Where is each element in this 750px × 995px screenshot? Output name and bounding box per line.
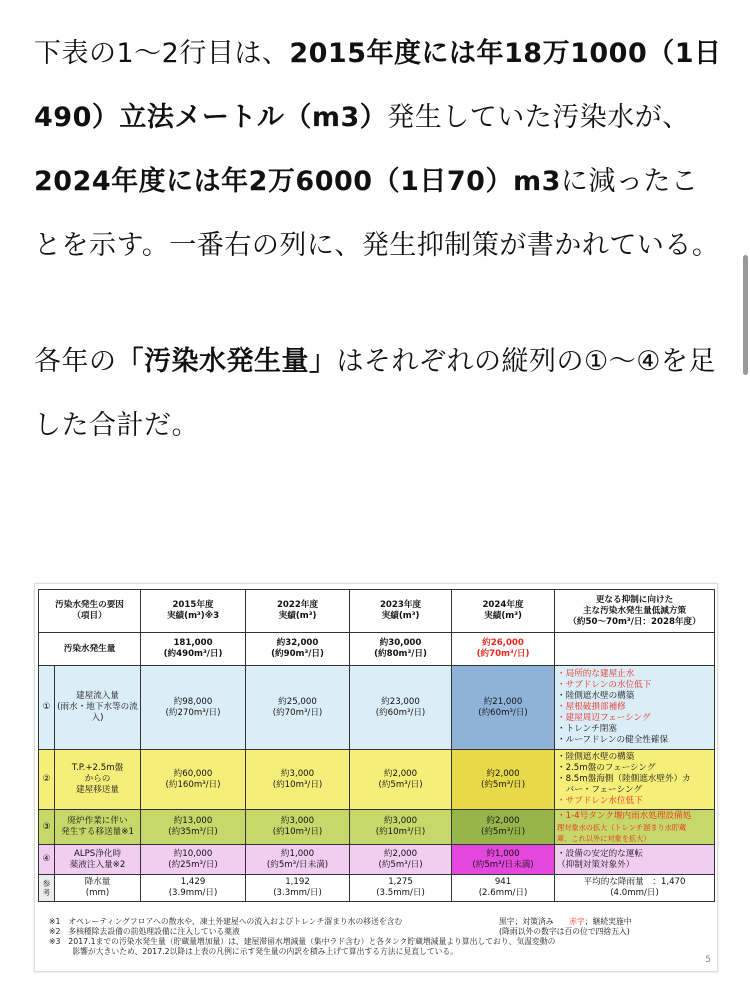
cell-value: (3.3mm/日) [273,888,322,898]
row-3-2023 [350,810,452,845]
bold-text-span: 「汚染水発生量」 [116,346,337,377]
row-number: 考 [42,888,51,897]
header-factor [39,590,141,633]
cell-value: 約3,000 [383,816,418,826]
row-1-2023 [350,666,452,750]
header-2015 [141,590,246,633]
table-row-2 [39,750,715,810]
cell-value: (約25m³/日) [168,859,218,870]
measure-item: ・トレンチ閉塞 [557,724,617,734]
cell-value: 181,000 [173,638,213,648]
cell-value: 約13,000 [173,816,213,826]
paragraph-2 [34,330,724,458]
header-2022 [246,590,350,633]
cell-value: 1,429 [180,877,206,887]
measure-item: ・建屋周辺フェーシング [557,713,651,723]
row-4-label [55,845,141,875]
row-label-text: ALPS浄化時 [73,848,122,859]
cell-value: 1,275 [388,877,413,887]
cell-value: (約60m³/日) [478,707,528,718]
total-2022 [246,633,350,666]
cell-value: (3.5mm/日) [376,888,425,898]
cell-value: (約160m³/日) [165,779,221,790]
cell-value: (4.0mm/日) [610,888,659,898]
cell-value: 約21,000 [483,696,523,707]
cell-value: 約98,000 [173,696,213,707]
row-4-2015 [141,845,246,875]
table-row-1 [39,666,715,750]
text-span: 発生していた汚染水が、 [387,102,690,133]
cell-value: 約1,000 [280,848,315,859]
cell-value: (3.9mm/日) [168,888,218,898]
row-3-measures [555,810,715,845]
row-2-2023 [350,750,452,810]
article-body [34,22,724,458]
cell-value: 約26,000 [482,638,524,648]
rain-plan [555,875,715,902]
cell-value: 941 [494,877,512,887]
cell-value: (約80m³/日) [374,649,427,659]
measure-item: ・サブドレンの水位低下 [557,680,652,690]
legend-rounding: (降雨以外の数字は百の位で四捨五入) [499,927,630,936]
row-label-text: (mm) [85,888,110,898]
cell-value: (約10m³/日) [272,827,323,837]
cell-value: (2.6mm/日) [478,888,528,898]
row-1-2022 [246,666,350,750]
measure-item: ・8.5m盤海側（陸側遮水壁外）カ [557,774,691,784]
header-text: 2015年度 [172,600,214,610]
measure-item: ・設備の安定的な運転 [557,848,643,859]
cell-value: 約23,000 [381,696,420,707]
cell-value: (約5m³/日未満) [266,859,329,870]
cell-value: (約5m³/日) [378,779,423,790]
text-span: 各年の [34,346,117,377]
measure-item: ・ルーフドレンの健全性確保 [557,735,669,745]
table-row-4 [39,845,715,875]
rain-2015 [141,875,246,902]
note-line: 影響が大きいため、2017.2以降は上表の凡例に示す発生量の内訳を積み上げて算出する方法に見直している。 [49,947,459,956]
table-header-row [39,590,715,633]
cell-value: 約32,000 [276,638,319,648]
text-span: はそれぞれの縦列の①～④を足した合計だ。 [34,346,716,441]
header-text: 更なる抑制に向けた [595,594,674,605]
header-text: 汚染水発生の要因 [55,600,124,610]
measure-item: ・1-4号タンク堰内雨水処理設備処 [557,810,692,821]
row-label-text: 建屋移送量 [76,785,119,795]
header-text: 2022年度 [276,600,319,610]
paragraph-1 [34,22,724,278]
header-text: 主な汚染水発生量低減方策 [582,605,687,616]
measure-item: バー・フェーシング [557,785,642,795]
row-3-label [55,810,141,845]
table-image [34,583,718,972]
cell-value: (約10m³/日) [375,827,426,837]
rain-2022 [246,875,350,902]
cell-value: (約5m³/日) [378,859,423,870]
scrollbar-thumb[interactable] [743,255,748,375]
row-3-2015 [141,810,246,845]
legend-black: 黒字；対策済み [499,917,554,926]
contaminated-water-table [38,589,715,902]
cell-value: 約25,000 [278,696,317,707]
cell-value: 約10,000 [173,848,213,859]
cell-value: 約2,000 [486,816,520,826]
cell-value: 約60,000 [173,768,213,779]
cell-value: 約3,000 [280,768,315,779]
cell-value: 1,192 [285,877,310,887]
page-number: 5 [705,955,711,965]
note-line: ※3 2017.1までの汚染水発生量（貯蔵量増加量）は、建屋滞留水増減量（集中ラド含む）と各タンク貯蔵増減量より算出しており、気温変動の [49,937,556,946]
row-label-text: 入) [91,713,104,723]
legend-red-desc: ；継続実施中 [584,917,632,926]
total-label: 汚染水発生量 [39,633,141,666]
cell-value: 約2,000 [383,848,418,859]
rain-2023 [350,875,452,902]
row-number: 参 [42,879,51,888]
row-4-measures [555,845,715,875]
row-number: ② [39,750,55,810]
cell-value: (約490m³/日) [163,649,223,659]
row-1-label [55,666,141,750]
measure-item: ・局所的な建屋止水 [557,669,635,679]
total-2024 [452,633,555,666]
note-line: ※2 多核種除去設備の前処理設備に注入している薬液 [49,927,240,936]
header-text: 実績(m³) [381,611,420,621]
row-label-text: 薬液注入量※2 [69,859,126,870]
table-row-total [39,633,715,666]
row-label-text: 建屋流入量 [76,691,119,701]
row-number: ① [39,666,55,750]
rain-num [39,875,55,902]
header-2023 [350,590,452,633]
bold-text-span: 2024年度には年2万6000（1日70）m3 [34,166,561,197]
row-label-text: 発生する移送量※1 [61,827,134,837]
row-2-2024 [452,750,555,810]
text-span: 下表の1～2行目は、 [34,38,290,69]
total-2015 [141,633,246,666]
cell-value: (約70m³/日) [272,707,323,718]
row-4-2022 [246,845,350,875]
cell-value: (約5m³/日) [480,779,526,790]
cell-value: (約90m³/日) [271,649,324,659]
row-1-2024 [452,666,555,750]
row-4-2024 [452,845,555,875]
cell-value: (約35m³/日) [168,827,218,837]
cell-value: 約3,000 [280,816,315,826]
cell-value: 約2,000 [383,768,418,779]
row-label-text: 廃炉作業に伴い [67,816,128,826]
rain-label [55,875,141,902]
row-4-2023 [350,845,452,875]
row-number: ④ [39,845,55,875]
measure-item: ・屋根破損部補修 [557,702,626,712]
cell-value: (約5m³/日未満) [472,859,534,870]
header-text: （項目） [72,611,107,621]
row-1-2015 [141,666,246,750]
scrollbar[interactable] [740,0,750,995]
measure-item: 理対象水の拡大（トレンチ溜まり水貯蔵 [557,822,687,832]
header-text: 実績(m³) [484,611,522,621]
row-2-2015 [141,750,246,810]
bold-text-span: 2015年度には年18万1000（1日490）立法メートル（m3） [34,38,722,133]
row-2-measures [555,750,715,810]
cell-value: (約10m³/日) [272,779,323,790]
header-text: 2024年度 [482,600,524,610]
row-number: ③ [39,810,55,845]
legend-red: 赤字 [569,917,585,926]
header-plan [555,590,715,633]
measure-item: 庫、これ以外に対象を拡大） [557,833,651,843]
header-2024 [452,590,555,633]
header-text: 2023年度 [379,600,422,610]
measure-item: （抑制対策対象外） [557,859,635,870]
cell-value: (約60m³/日) [375,707,426,718]
table-row-3 [39,810,715,845]
text-span: に減ったことを示す。一番右の列に、発生抑制策が書かれている。 [34,166,720,261]
row-2-label [55,750,141,810]
cell-value: 約30,000 [379,638,422,648]
measure-item: ・陸側遮水壁の構築 [557,752,635,762]
header-text: （約50～70m³/日：2028年度） [568,616,701,627]
measure-item: ・陸側遮水壁の構築 [557,691,635,701]
rain-2024 [452,875,555,902]
row-label-text: 降水量 [84,877,111,887]
table-row-rainfall [39,875,715,902]
row-label-text: からの [84,774,111,784]
header-text: 実績(m³) [278,611,317,621]
cell-value: 平均的な降雨量 ：1,470 [583,877,686,887]
total-plan-empty [555,633,715,666]
row-2-2022 [246,750,350,810]
total-2023 [350,633,452,666]
row-3-2022 [246,810,350,845]
table-legend [499,917,632,937]
row-1-measures [555,666,715,750]
cell-value: (約70m³/日) [476,649,530,659]
row-label-text: T.P.+2.5m盤 [71,763,124,773]
measure-item: ・サブドレン水位低下 [557,796,643,806]
cell-value: (約270m³/日) [165,707,221,718]
cell-value: 約2,000 [486,768,520,779]
cell-value: 約1,000 [486,848,520,859]
measure-item: ・2.5m盤のフェーシング [557,763,656,773]
cell-value: (約5m³/日) [480,827,526,837]
header-text: 実績(m³)※3 [166,611,220,621]
note-line: ※1 オペレーティングフロアへの散水や、凍土外建屋への流入およびトレンチ溜まり水の移送を含む [49,917,403,926]
row-3-2024 [452,810,555,845]
row-label-text: (雨水・地下水等の流 [57,702,138,712]
